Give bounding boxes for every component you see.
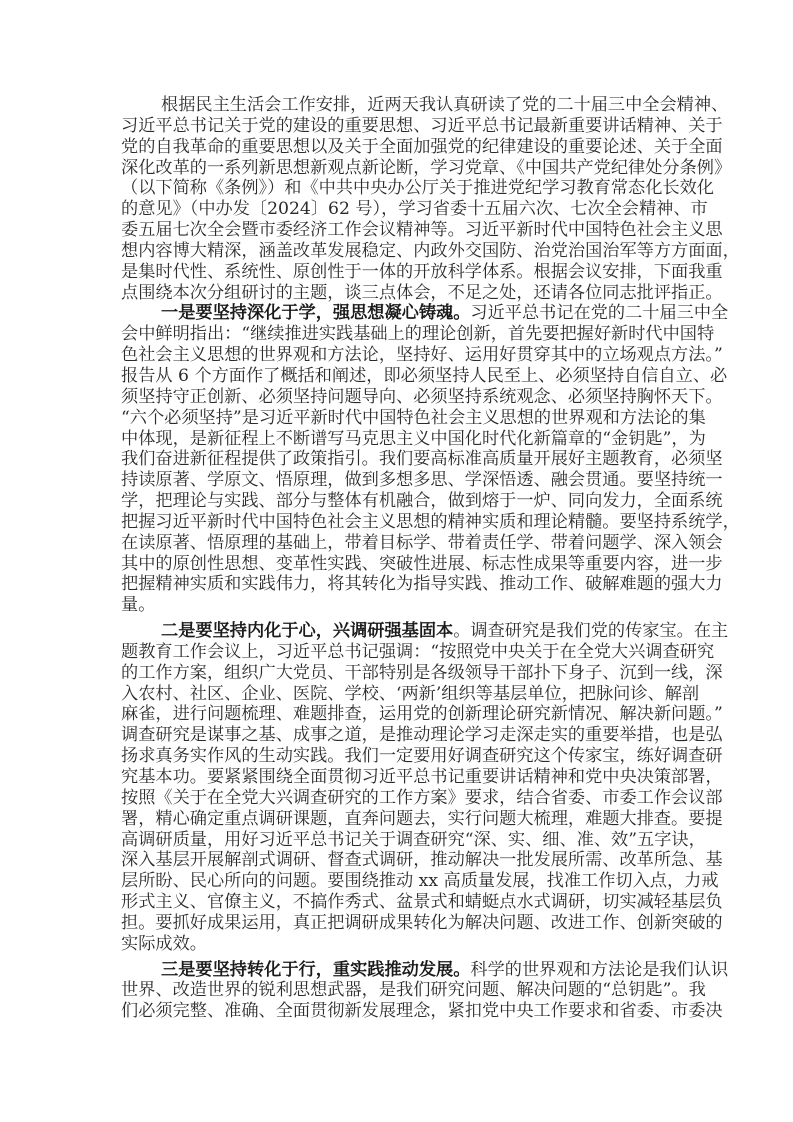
text-line: 委五届七次全会暨市委经济工作会议精神等。习近平新时代中国特色社会主义思 bbox=[121, 220, 723, 241]
text-line: 在读原著、悟原理的基础上，带着目标学、带着责任学、带着问题学、深入领会 bbox=[121, 532, 723, 553]
text-line: 报告从 6 个方面作了概括和阐述，即必须坚持人民至上、必须坚持自信自立、必 bbox=[121, 365, 728, 386]
paragraph-point-one bbox=[121, 303, 740, 616]
text-line bbox=[121, 303, 729, 324]
text-line: 想内容博大精深，涵盖改革发展稳定、内政外交国防、治党治国治军等方方面面， bbox=[121, 240, 740, 261]
text-run: 科学的世界观和方法论是我们认识 bbox=[470, 959, 729, 980]
text-run: 。调查研究是我们党的传家宝。在主 bbox=[453, 621, 729, 642]
text-line: 入农村、社区、企业、医院、学校、‘两新’组织等基层单位，把脉问诊、解剖 bbox=[121, 683, 700, 704]
text-line: 把握精神实质和实践伟力，将其转化为指导实践、推动工作、破解难题的强大力 bbox=[121, 574, 723, 595]
text-line bbox=[121, 621, 729, 642]
text-line: 高调研质量，用好习近平总书记关于调查研究“深、实、细、准、效”五字诀， bbox=[121, 829, 706, 850]
text-line: 担。要抓好成果运用，真正把调研成果转化为解决问题、改进工作、创新突破的 bbox=[121, 912, 723, 933]
text-line: 量。 bbox=[121, 595, 156, 616]
text-line: 党的自我革命的重要思想以及关于全面加强党的纪律建设的重要论述、关于全面 bbox=[121, 136, 723, 157]
text-line: 层所盼、民心所向的问题。要围绕推动 xx 高质量发展，找准工作切入点，力戒 bbox=[121, 871, 719, 892]
paragraph-point-two bbox=[121, 621, 729, 955]
text-line: 我们奋进新征程提供了政策指引。我们要高标准高质量开展好主题教育，必须坚 bbox=[121, 449, 723, 470]
point-heading: 一是要坚持深化于学，强思想凝心铸魂。 bbox=[161, 303, 471, 324]
document-body bbox=[121, 95, 740, 1022]
text-line: 麻雀，进行问题梳理、难题排查，运用党的创新理论研究新情况、解决新问题。” bbox=[121, 704, 723, 725]
point-heading: 二是要坚持内化于心，兴调研强基固本 bbox=[161, 621, 454, 642]
text-line: 色社会主义思想的世界观和方法论，坚持好、运用好贯穿其中的立场观点方法。” bbox=[121, 345, 723, 366]
text-line: 署，精心确定重点调研课题，直奔问题去，实行问题大梳理，难题大排查。要提 bbox=[121, 808, 723, 829]
paragraph-point-three bbox=[121, 959, 729, 1023]
text-line: 其中的原创性思想、变革性实践、突破性进展、标志性成果等重要内容，进一步 bbox=[121, 553, 723, 574]
text-line: “六个必须坚持”是习近平新时代中国特色社会主义思想的世界观和方法论的集 bbox=[121, 407, 706, 428]
text-line: 们必须完整、准确、全面贯彻新发展理念，紧扣党中央工作要求和省委、市委决 bbox=[121, 1001, 723, 1022]
text-line: 习近平总书记关于党的建设的重要思想、习近平总书记最新重要讲话精神、关于 bbox=[121, 115, 723, 136]
text-line: 深入基层开展解剖式调研、督查式调研，推动解决一批发展所需、改革所急、基 bbox=[121, 850, 723, 871]
text-line: （以下简称《条例》）和《中共中央办公厅关于推进党纪学习教育常态化长效化 bbox=[121, 178, 714, 199]
text-line: 扬求真务实作风的生动实践。我们一定要用好调查研究这个传家宝，练好调查研 bbox=[121, 746, 723, 767]
point-heading: 三是要坚持转化于行，重实践推动发展。 bbox=[161, 959, 471, 980]
text-run: 习近平总书记在党的二十届三中全 bbox=[470, 303, 729, 324]
text-line: 中体现，是新征程上不断谱写马克思主义中国化时代化新篇章的“金钥匙”，为 bbox=[121, 428, 706, 449]
text-line: 把握习近平新时代中国特色社会主义思想的精神实质和理论精髓。要坚持系统学， bbox=[121, 511, 740, 532]
text-line: 究基本功。要紧紧围绕全面贯彻习近平总书记重要讲话精神和党中央决策部署， bbox=[121, 767, 723, 787]
text-line: 题教育工作会议上，习近平总书记强调：“按照党中央关于在全党大兴调查研究 bbox=[121, 641, 715, 662]
text-line: 根据民主生活会工作安排，近两天我认真研读了党的二十届三中全会精神、 bbox=[161, 95, 729, 115]
text-line: 形式主义、官僚主义，不搞作秀式、盆景式和蜻蜓点水式调研，切实减轻基层负 bbox=[121, 892, 723, 913]
text-line: 的意见》（中办发〔2024〕62 号），学习省委十五届六次、七次全会精神、市 bbox=[121, 199, 708, 220]
text-line: 是集时代性、系统性、原创性于一体的开放科学体系。根据会议安排，下面我重 bbox=[121, 261, 723, 282]
text-line: 持读原著、学原文、悟原理，做到多想多思、学深悟透、融会贯通。要坚持统一 bbox=[121, 470, 723, 491]
text-line: 调查研究是谋事之基、成事之道，是推动理论学习走深走实的重要举措，也是弘 bbox=[121, 725, 723, 746]
text-line: 点围绕本次分组研讨的主题，谈三点体会，不足之处，还请各位同志批评指正。 bbox=[121, 282, 723, 303]
text-line: 按照《关于在全党大兴调查研究的工作方案》要求，结合省委、市委工作会议部 bbox=[121, 787, 723, 808]
text-line: 须坚持守正创新、必须坚持问题导向、必须坚持系统观念、必须坚持胸怀天下。 bbox=[121, 386, 723, 407]
text-line bbox=[121, 959, 729, 981]
text-line: 深化改革的一系列新思想新观点新论断，学习党章、《中国共产党纪律处分条例》 bbox=[121, 157, 732, 178]
text-line: 的工作方案，组织广大党员、干部特别是各级领导干部扑下身子、沉到一线，深 bbox=[121, 662, 723, 683]
text-line: 会中鲜明指出：“继续推进实践基础上的理论创新，首先要把握好新时代中国特 bbox=[121, 324, 715, 345]
text-line: 实际成效。 bbox=[121, 933, 207, 954]
paragraph-intro bbox=[121, 95, 740, 303]
text-line: 学，把理论与实践、部分与整体有机融合，做到熔于一炉、同向发力，全面系统 bbox=[121, 491, 723, 512]
text-line: 世界、改造世界的锐利思想武器，是我们研究问题、解决问题的“总钥匙”。我 bbox=[121, 980, 706, 1001]
